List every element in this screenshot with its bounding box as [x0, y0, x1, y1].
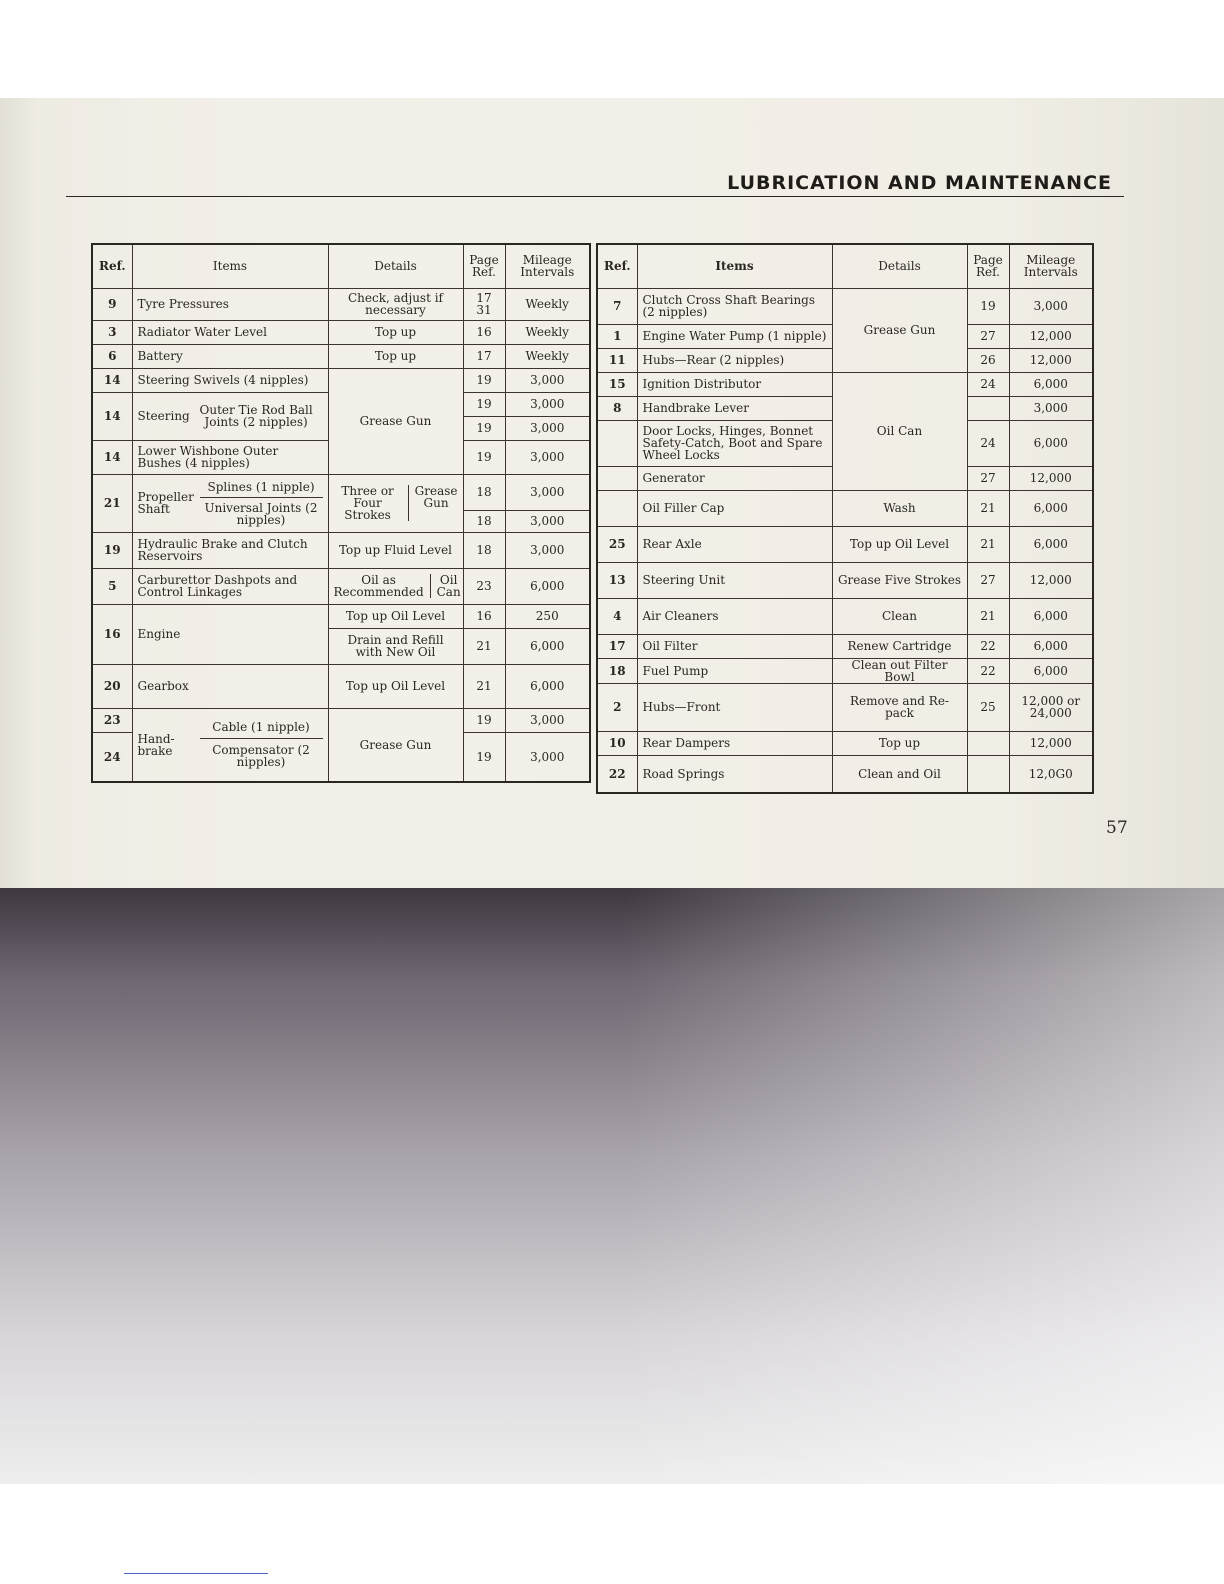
details-part: Grease Gun: [408, 485, 458, 521]
ref-cell: [597, 420, 637, 466]
heading-rule: [66, 196, 1124, 197]
item-cell: Handbrake Lever: [637, 396, 832, 420]
mileage-cell: 12,000: [1009, 348, 1093, 372]
item-cell: Hydraulic Brake and Clutch Reservoirs: [132, 532, 328, 568]
mileage-cell: 6,000: [1009, 658, 1093, 683]
item-cell: [132, 474, 328, 532]
col-page: Page Ref.: [463, 244, 505, 288]
page-cell: 21: [463, 664, 505, 708]
table-row: [92, 344, 590, 368]
table-row: [92, 604, 590, 628]
item-cell: Ignition Distributor: [637, 372, 832, 396]
item-cell: Fuel Pump: [637, 658, 832, 683]
item-cell: Rear Axle: [637, 526, 832, 562]
table-row: [92, 320, 590, 344]
ref-cell: 6: [92, 344, 132, 368]
col-mileage: Mileage Intervals: [1009, 244, 1093, 288]
page-cell: [967, 396, 1009, 420]
item-cell: Battery: [132, 344, 328, 368]
details-cell: Clean out Filter Bowl: [832, 658, 967, 683]
details-cell: Top up Oil Level: [328, 604, 463, 628]
page-cell: 21: [967, 490, 1009, 526]
table-row: [92, 474, 590, 510]
page-cell: 19: [463, 416, 505, 440]
mileage-cell: 3,000: [505, 532, 590, 568]
ref-cell: [597, 466, 637, 490]
ref-cell: 13: [597, 562, 637, 598]
item-cell: Steering Unit: [637, 562, 832, 598]
footnote-line: [124, 1573, 268, 1574]
details-cell: [328, 474, 463, 532]
table-row: [597, 683, 1093, 731]
ref-cell: 4: [597, 598, 637, 634]
col-details: Details: [328, 244, 463, 288]
ref-cell: 11: [597, 348, 637, 372]
ref-cell: 24: [92, 732, 132, 782]
ref-cell: 14: [92, 368, 132, 392]
details-cell: Top up: [832, 731, 967, 755]
ref-cell: 9: [92, 288, 132, 320]
details-cell: Grease Five Strokes: [832, 562, 967, 598]
page-cell: 22: [967, 634, 1009, 658]
mileage-cell: 6,000: [1009, 634, 1093, 658]
ref-cell: 14: [92, 392, 132, 440]
details-cell: [328, 568, 463, 604]
mileage-cell: 12,000: [1009, 731, 1093, 755]
page-cell: 16: [463, 320, 505, 344]
sub-item-label: Splines (1 nipple): [200, 481, 323, 498]
maintenance-table-right: [596, 243, 1094, 794]
table-row: [597, 490, 1093, 526]
table-row: [92, 568, 590, 604]
col-details: Details: [832, 244, 967, 288]
mileage-cell: 3,000: [505, 474, 590, 510]
ref-cell: 21: [92, 474, 132, 532]
col-ref: Ref.: [597, 244, 637, 288]
ref-cell: 20: [92, 664, 132, 708]
table-row: [92, 368, 590, 392]
page-cell: 18: [463, 510, 505, 532]
ref-cell: 23: [92, 708, 132, 732]
item-cell: Lower Wishbone Outer Bushes (4 nipples): [132, 440, 328, 474]
page-cell: 27: [967, 562, 1009, 598]
mileage-cell: 6,000: [1009, 526, 1093, 562]
item-cell: Door Locks, Hinges, Bonnet Safety-Catch, Boot and Spare Wheel Locks: [637, 420, 832, 466]
page-cell: [967, 731, 1009, 755]
item-cell: Rear Dampers: [637, 731, 832, 755]
mileage-cell: 6,000: [505, 628, 590, 664]
page-cell: 22: [967, 658, 1009, 683]
ref-cell: 7: [597, 288, 637, 324]
details-cell: Top up Fluid Level: [328, 532, 463, 568]
mileage-cell: 3,000: [505, 440, 590, 474]
item-cell: [132, 708, 328, 782]
sub-item-label: Outer Tie Rod Ball Joints (2 nipples): [199, 403, 313, 429]
mileage-cell: 12,000: [1009, 562, 1093, 598]
table-row: [597, 658, 1093, 683]
table-row: [597, 634, 1093, 658]
table-row: [92, 708, 590, 732]
mileage-cell: Weekly: [505, 344, 590, 368]
item-cell: Engine Water Pump (1 nipple): [637, 324, 832, 348]
mileage-cell: 3,000: [505, 732, 590, 782]
item-cell: Radiator Water Level: [132, 320, 328, 344]
ref-cell: 17: [597, 634, 637, 658]
mileage-cell: 3,000: [505, 368, 590, 392]
sub-item-label: Universal Joints (2 nipples): [204, 500, 318, 527]
item-cell: Carburettor Dashpots and Control Linkages: [132, 568, 328, 604]
ref-cell: 14: [92, 440, 132, 474]
page-cell: 25: [967, 683, 1009, 731]
table-row: [92, 288, 590, 320]
page-cell: 21: [967, 526, 1009, 562]
item-cell: Steering Swivels (4 nipples): [132, 368, 328, 392]
col-mileage: Mileage Intervals: [505, 244, 590, 288]
ref-cell: 5: [92, 568, 132, 604]
details-cell: Top up Oil Level: [832, 526, 967, 562]
ref-cell: 18: [597, 658, 637, 683]
item-cell: Air Cleaners: [637, 598, 832, 634]
ref-cell: 16: [92, 604, 132, 664]
table-row: [597, 731, 1093, 755]
mileage-cell: 6,000: [1009, 420, 1093, 466]
item-cell: Road Springs: [637, 755, 832, 793]
details-cell: Grease Gun: [328, 708, 463, 782]
details-cell: Top up: [328, 344, 463, 368]
mileage-cell: 6,000: [1009, 598, 1093, 634]
mileage-cell: 12,000: [1009, 324, 1093, 348]
page-cell: 19: [463, 708, 505, 732]
table-header-row: [597, 244, 1093, 288]
table-row: [597, 526, 1093, 562]
page-cell: 19: [463, 368, 505, 392]
page-cell: 21: [463, 628, 505, 664]
col-items: Items: [132, 244, 328, 288]
page-cell: 19: [463, 732, 505, 782]
mileage-cell: 6,000: [1009, 490, 1093, 526]
page-cell: [967, 755, 1009, 793]
page-cell: 24: [967, 372, 1009, 396]
details-part: Oil Can: [430, 574, 461, 598]
details-cell: Clean and Oil: [832, 755, 967, 793]
col-items: Items: [637, 244, 832, 288]
mileage-cell: 3,000: [1009, 396, 1093, 420]
page-cell: 19: [463, 392, 505, 416]
table-row: [92, 664, 590, 708]
ref-cell: [597, 490, 637, 526]
details-cell: Clean: [832, 598, 967, 634]
col-ref: Ref.: [92, 244, 132, 288]
details-part: Three or Four Strokes: [341, 484, 394, 522]
page-cell: 23: [463, 568, 505, 604]
item-cell: Oil Filler Cap: [637, 490, 832, 526]
ref-cell: 10: [597, 731, 637, 755]
mileage-cell: 3,000: [505, 392, 590, 416]
page-cell: 21: [967, 598, 1009, 634]
item-cell: Tyre Pressures: [132, 288, 328, 320]
ref-cell: 8: [597, 396, 637, 420]
details-cell: Top up: [328, 320, 463, 344]
ref-cell: 22: [597, 755, 637, 793]
item-cell: Oil Filter: [637, 634, 832, 658]
item-cell: Hubs—Front: [637, 683, 832, 731]
item-cell: Clutch Cross Shaft Bearings (2 nipples): [637, 288, 832, 324]
mileage-cell: 12,0G0: [1009, 755, 1093, 793]
mileage-cell: 250: [505, 604, 590, 628]
mileage-cell: 12,000: [1009, 466, 1093, 490]
item-label: Hand-brake: [137, 731, 175, 758]
details-part: Oil as Recommended: [333, 573, 424, 599]
mileage-cell: Weekly: [505, 320, 590, 344]
sub-item-label: Cable (1 nipple): [200, 721, 323, 739]
mileage-cell: 3,000: [505, 510, 590, 532]
item-label: Steering: [137, 409, 190, 423]
table-row: [597, 288, 1093, 324]
page-shadow-highlight: [624, 888, 1224, 1484]
maintenance-table-left: [91, 243, 591, 783]
page-cell: 26: [967, 348, 1009, 372]
table-row: [597, 562, 1093, 598]
col-page: Page Ref.: [967, 244, 1009, 288]
mileage-cell: 6,000: [1009, 372, 1093, 396]
details-cell: Check, adjust if necessary: [328, 288, 463, 320]
mileage-cell: 3,000: [1009, 288, 1093, 324]
page-cell: 16: [463, 604, 505, 628]
table-row: [597, 372, 1093, 396]
item-cell: [132, 392, 328, 440]
ref-cell: 2: [597, 683, 637, 731]
ref-cell: 1: [597, 324, 637, 348]
mileage-cell: 6,000: [505, 568, 590, 604]
ref-cell: 3: [92, 320, 132, 344]
page-cell: 17 31: [463, 288, 505, 320]
page-cell: 27: [967, 324, 1009, 348]
page-number: 57: [1106, 818, 1128, 838]
mileage-cell: Weekly: [505, 288, 590, 320]
details-cell: Oil Can: [832, 372, 967, 490]
item-cell: Hubs—Rear (2 nipples): [637, 348, 832, 372]
section-heading: LUBRICATION AND MAINTENANCE: [727, 172, 1112, 194]
item-label: Propeller Shaft: [137, 490, 194, 516]
details-cell: Grease Gun: [328, 368, 463, 474]
details-cell: Drain and Refill with New Oil: [328, 628, 463, 664]
table-header-row: [92, 244, 590, 288]
mileage-cell: 3,000: [505, 708, 590, 732]
ref-cell: 19: [92, 532, 132, 568]
page-cell: 18: [463, 532, 505, 568]
page-cell: 19: [967, 288, 1009, 324]
table-row: [597, 598, 1093, 634]
page-cell: 18: [463, 474, 505, 510]
item-cell: Generator: [637, 466, 832, 490]
details-cell: Renew Cartridge: [832, 634, 967, 658]
mileage-cell: 6,000: [505, 664, 590, 708]
item-cell: Gearbox: [132, 664, 328, 708]
ref-cell: 15: [597, 372, 637, 396]
mileage-cell: 3,000: [505, 416, 590, 440]
table-row: [92, 532, 590, 568]
table-row: [597, 755, 1093, 793]
details-cell: Top up Oil Level: [328, 664, 463, 708]
mileage-cell: 12,000 or 24,000: [1009, 683, 1093, 731]
details-cell: Grease Gun: [832, 288, 967, 372]
page-cell: 27: [967, 466, 1009, 490]
page-cell: 24: [967, 420, 1009, 466]
details-cell: Wash: [832, 490, 967, 526]
ref-cell: 25: [597, 526, 637, 562]
page-cell: 19: [463, 440, 505, 474]
item-cell: Engine: [132, 604, 328, 664]
details-cell: Remove and Re-pack: [832, 683, 967, 731]
page-cell: 17: [463, 344, 505, 368]
sub-item-label: Compensator (2 nipples): [212, 743, 310, 770]
